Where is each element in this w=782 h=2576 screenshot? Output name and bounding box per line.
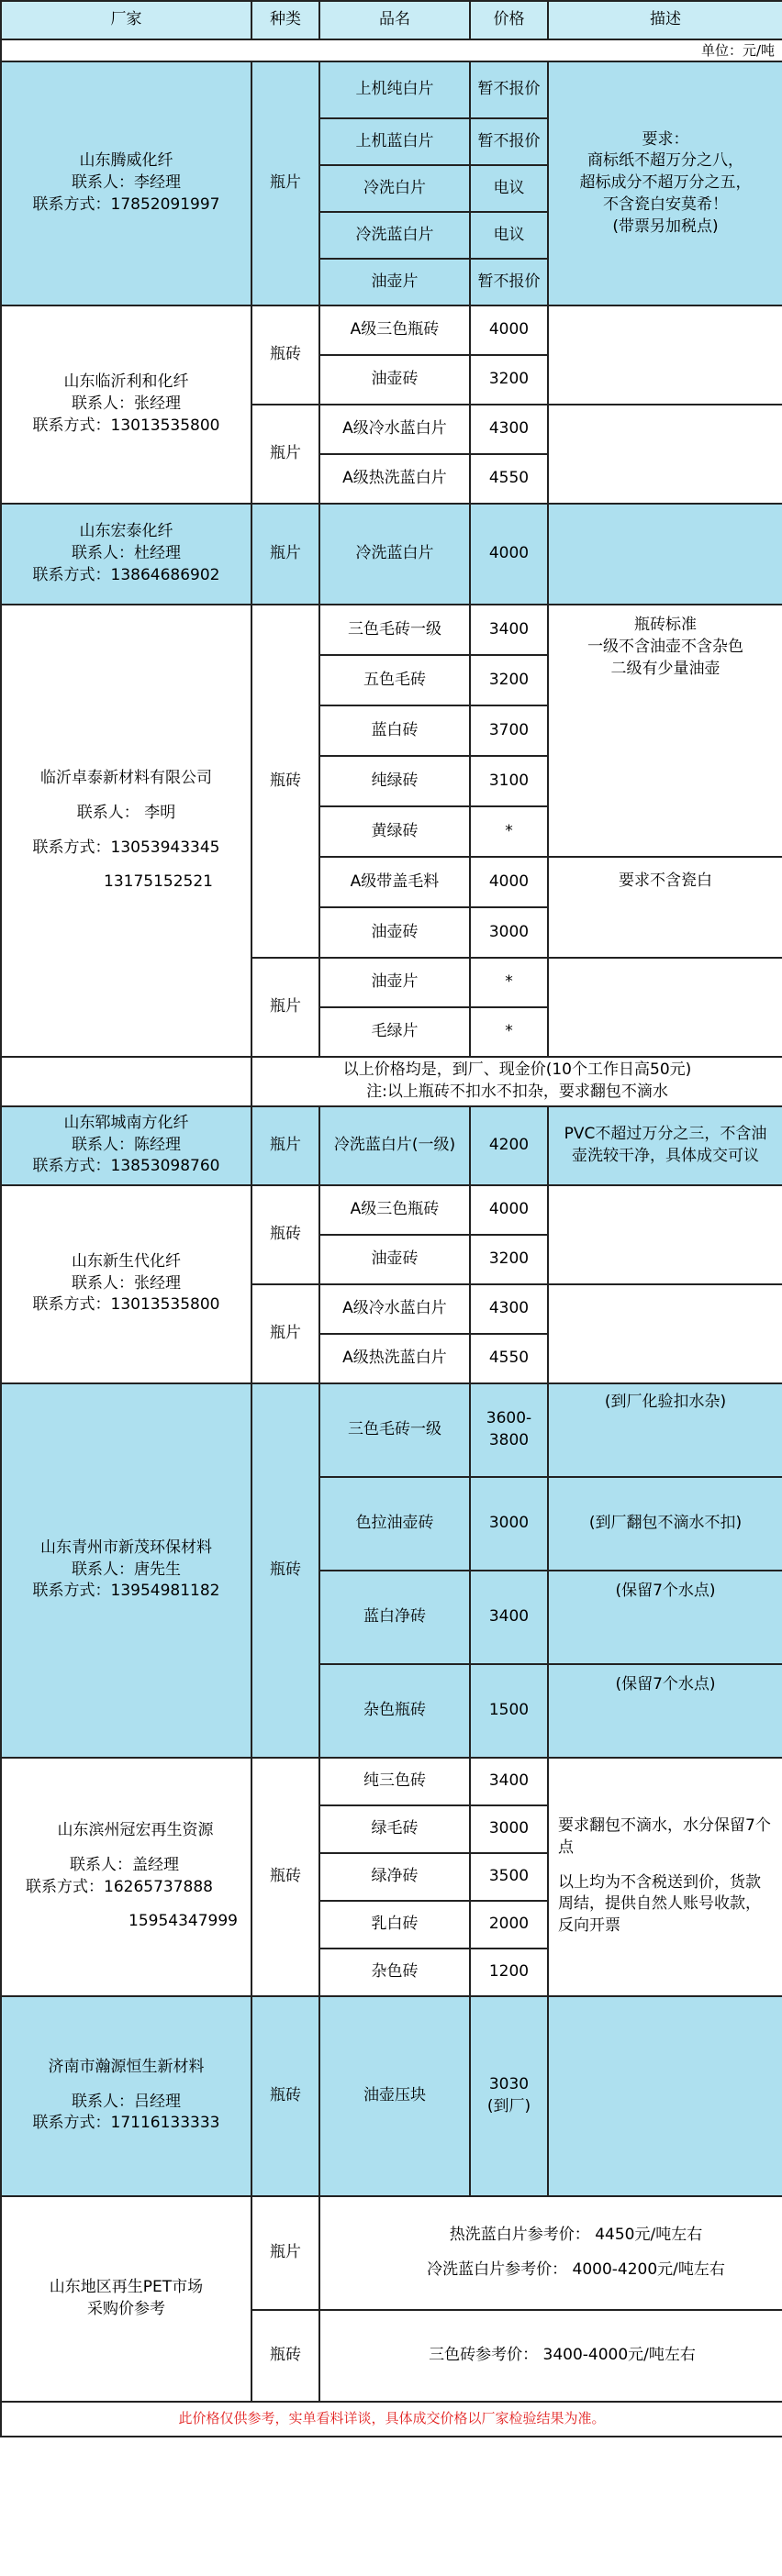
company-phone-2: 15954347999 <box>128 1912 238 1931</box>
price-cell: 4550 <box>470 454 548 504</box>
product-cell: 杂色砖 <box>319 1949 470 1996</box>
desc-line: 二级有少量油壶 <box>610 659 721 678</box>
note-cell <box>251 1057 782 1106</box>
desc-cell <box>548 405 782 504</box>
product-cell: A级冷水蓝白片 <box>319 1284 470 1334</box>
product-cell: A级热洗蓝白片 <box>319 1334 470 1383</box>
price-value: 3030 <box>488 2074 530 2093</box>
product-cell: 上机蓝白片 <box>319 118 470 165</box>
footer-note: 此价格仅供参考，实单看料详谈，具体成交价格以厂家检验结果为准。 <box>1 2402 782 2437</box>
desc-cell <box>548 1758 782 1996</box>
price-cell: * <box>470 806 548 857</box>
product-cell: 黄绿砖 <box>319 806 470 857</box>
company-name: 山东郓城南方化纤 <box>63 1113 189 1132</box>
desc-cell: (保留7个水点) <box>548 1571 782 1664</box>
price-cell: 4000 <box>470 1185 548 1235</box>
product-cell: 纯绿砖 <box>319 756 470 806</box>
company-contact: 联系人：唐先生 <box>72 1560 181 1579</box>
desc-line: (带票另加税点) <box>612 217 719 236</box>
kind-cell: 瓶片 <box>251 504 319 605</box>
desc-line: 要求： <box>642 129 689 149</box>
desc-line: 不含瓷白安莫希！ <box>603 194 728 214</box>
product-cell: 纯三色砖 <box>319 1758 470 1805</box>
table-row <box>1 1996 782 2196</box>
price-cell: 2000 <box>470 1901 548 1949</box>
company-name: 济南市瀚源恒生新材料 <box>48 2057 205 2076</box>
company-phone: 联系方式：13053943345 <box>32 838 220 857</box>
kind-cell: 瓶砖 <box>251 1383 319 1758</box>
company-contact: 联系人：杜经理 <box>72 544 181 563</box>
table-row <box>1 504 782 605</box>
company-name: 山东青州市新茂环保材料 <box>40 1538 212 1557</box>
company-cell-continued <box>1 1057 251 1106</box>
company-name-2: 采购价参考 <box>87 2299 165 2318</box>
price-cell: 3400 <box>470 605 548 655</box>
company-cell <box>1 1185 251 1383</box>
company-cell <box>1 605 251 1057</box>
company-cell <box>1 504 251 605</box>
header-company: 厂家 <box>1 1 251 39</box>
company-cell <box>1 1383 251 1758</box>
price-cell: 3000 <box>470 1477 548 1571</box>
desc-line: 一级不含油壶不含杂色 <box>587 637 743 656</box>
reference-cell <box>319 2196 782 2310</box>
company-contact: 联系人：李经理 <box>72 173 181 193</box>
kind-cell: 瓶砖 <box>251 1996 319 2196</box>
product-cell: 冷洗蓝白片 <box>319 212 470 259</box>
kind-cell: 瓶片 <box>251 958 319 1057</box>
price-cell: 4200 <box>470 1106 548 1185</box>
desc-line: 商标纸不超万分之八， <box>587 151 743 171</box>
desc-line: 壶洗较干净，具体成交可议 <box>572 1146 759 1165</box>
desc-cell: (保留7个水点) <box>548 1664 782 1758</box>
price-cell: 4000 <box>470 305 548 355</box>
desc-cell <box>548 305 782 405</box>
kind-cell: 瓶片 <box>251 1106 319 1185</box>
product-cell: 三色毛砖一级 <box>319 1383 470 1477</box>
table-row <box>1 2196 782 2310</box>
company-phone: 联系方式：13013535800 <box>32 416 220 435</box>
price-cell: 1200 <box>470 1949 548 1996</box>
company-name: 临沂卓泰新材料有限公司 <box>40 768 212 787</box>
price-cell: 4550 <box>470 1334 548 1383</box>
company-cell <box>1 1106 251 1185</box>
kind-cell: 瓶砖 <box>251 1185 319 1284</box>
desc-cell: (到厂翻包不滴水不扣) <box>548 1477 782 1571</box>
product-cell: 油壶片 <box>319 259 470 305</box>
kind-cell: 瓶片 <box>251 1284 319 1383</box>
company-name: 山东腾威化纤 <box>79 151 173 171</box>
desc-line: 要求不含瓷白 <box>619 872 712 890</box>
product-cell: 油壶砖 <box>319 355 470 405</box>
table-row <box>1 605 782 655</box>
product-cell: A级带盖毛料 <box>319 857 470 907</box>
company-cell <box>1 61 251 305</box>
product-cell: 色拉油壶砖 <box>319 1477 470 1571</box>
price-note: (到厂) <box>486 2096 531 2115</box>
company-name: 山东宏泰化纤 <box>79 522 173 541</box>
company-cell <box>1 305 251 504</box>
product-cell: 杂色瓶砖 <box>319 1664 470 1758</box>
header-row <box>1 1 782 39</box>
footer-row <box>1 2402 782 2437</box>
desc-cell <box>548 1996 782 2196</box>
desc-cell <box>548 1284 782 1383</box>
product-cell: 乳白砖 <box>319 1901 470 1949</box>
price-cell: 电议 <box>470 212 548 259</box>
price-cell: 3200 <box>470 655 548 705</box>
desc-cell <box>548 605 782 857</box>
product-cell: 毛绿片 <box>319 1007 470 1057</box>
price-cell: 3600-3800 <box>470 1383 548 1477</box>
company-phone: 联系方式：16265737888 <box>26 1877 213 1896</box>
company-phone: 联系方式：13954981182 <box>32 1582 220 1601</box>
desc-line: PVC不超过万分之三，不含油 <box>564 1124 767 1143</box>
header-kind: 种类 <box>251 1 319 39</box>
kind-cell: 瓶片 <box>251 405 319 504</box>
company-phone: 联系方式：13013535800 <box>32 1295 220 1315</box>
product-cell: 冷洗蓝白片(一级) <box>319 1106 470 1185</box>
company-contact: 联系人：盖经理 <box>70 1855 179 1874</box>
product-cell: 上机纯白片 <box>319 61 470 118</box>
product-cell: 油壶砖 <box>319 907 470 958</box>
price-cell: 4000 <box>470 504 548 605</box>
price-cell: 3200 <box>470 1235 548 1284</box>
company-cell <box>1 2196 251 2402</box>
price-cell: 暂不报价 <box>470 259 548 305</box>
table-row <box>1 1758 782 1805</box>
price-cell: * <box>470 958 548 1007</box>
price-cell: 暂不报价 <box>470 118 548 165</box>
product-cell: 冷洗蓝白片 <box>319 504 470 605</box>
desc-line: 以上均为不含税送到价，货款周结，提供自然人账号收款，反向开票 <box>558 1872 761 1936</box>
kind-cell: 瓶砖 <box>251 2310 319 2402</box>
product-cell: 油壶压块 <box>319 1996 470 2196</box>
desc-cell <box>548 958 782 1057</box>
company-name: 山东新生代化纤 <box>72 1251 181 1271</box>
company-name: 山东滨州冠宏再生资源 <box>57 1821 214 1839</box>
reference-cell: 三色砖参考价： 3400-4000元/吨左右 <box>319 2310 782 2402</box>
price-cell: 3000 <box>470 1805 548 1853</box>
table-row <box>1 1383 782 1477</box>
product-cell: A级冷水蓝白片 <box>319 405 470 454</box>
product-cell: 油壶砖 <box>319 1235 470 1284</box>
company-phone: 联系方式：17852091997 <box>32 194 220 214</box>
note-line: 以上价格均是，到厂、现金价(10个工作日高50元) <box>342 1060 692 1079</box>
kind-cell: 瓶砖 <box>251 605 319 958</box>
header-product: 品名 <box>319 1 470 39</box>
note-row <box>1 1057 782 1106</box>
desc-cell <box>548 1185 782 1284</box>
company-contact: 联系人：张经理 <box>72 1273 181 1293</box>
table-row <box>1 305 782 355</box>
company-phone: 联系方式：13853098760 <box>32 1157 220 1176</box>
company-phone: 联系方式：17116133333 <box>32 2114 220 2133</box>
company-name: 山东地区再生PET市场 <box>49 2277 204 2296</box>
price-cell: 3000 <box>470 907 548 958</box>
product-cell: A级三色瓶砖 <box>319 1185 470 1235</box>
price-cell: 3200 <box>470 355 548 405</box>
price-cell: 电议 <box>470 165 548 212</box>
price-cell: 3400 <box>470 1758 548 1805</box>
price-cell: 4300 <box>470 1284 548 1334</box>
price-cell: 3700 <box>470 705 548 756</box>
reference-line: 热洗蓝白片参考价： 4450元/吨左右 <box>449 2225 703 2244</box>
table-row <box>1 1106 782 1185</box>
product-cell: 绿毛砖 <box>319 1805 470 1853</box>
table-row <box>1 1185 782 1235</box>
desc-line: 超标成分不超万分之五， <box>579 173 752 193</box>
header-price: 价格 <box>470 1 548 39</box>
product-cell: 油壶片 <box>319 958 470 1007</box>
kind-cell: 瓶片 <box>251 61 319 305</box>
product-cell: 冷洗白片 <box>319 165 470 212</box>
desc-line: 瓶砖标准 <box>634 616 697 634</box>
desc-cell <box>548 504 782 605</box>
company-contact: 联系人：张经理 <box>72 394 181 414</box>
desc-cell: (到厂化验扣水杂) <box>548 1383 782 1477</box>
company-cell <box>1 1758 251 1996</box>
desc-line: 要求翻包不滴水，水分保留7个点 <box>558 1816 771 1857</box>
product-cell: 蓝白砖 <box>319 705 470 756</box>
price-cell: 3400 <box>470 1571 548 1664</box>
unit-label: 单位：元/吨 <box>1 39 782 61</box>
company-contact: 联系人：吕经理 <box>72 2092 181 2111</box>
kind-cell: 瓶片 <box>251 2196 319 2310</box>
kind-cell: 瓶砖 <box>251 1758 319 1996</box>
product-cell: 蓝白净砖 <box>319 1571 470 1664</box>
company-contact: 联系人：陈经理 <box>72 1135 181 1154</box>
product-cell: 三色毛砖一级 <box>319 605 470 655</box>
header-desc: 描述 <box>548 1 782 39</box>
kind-cell: 瓶砖 <box>251 305 319 405</box>
price-cell: 1500 <box>470 1664 548 1758</box>
reference-line: 冷洗蓝白片参考价： 4000-4200元/吨左右 <box>427 2260 725 2279</box>
desc-cell <box>548 857 782 958</box>
desc-cell <box>548 61 782 305</box>
price-cell: 暂不报价 <box>470 61 548 118</box>
product-cell: A级热洗蓝白片 <box>319 454 470 504</box>
product-cell: A级三色瓶砖 <box>319 305 470 355</box>
price-cell: 4300 <box>470 405 548 454</box>
note-line: 注:以上瓶砖不扣水不扣杂，要求翻包不滴水 <box>366 1082 668 1101</box>
company-cell <box>1 1996 251 2196</box>
company-contact: 联系人： 李明 <box>76 803 176 822</box>
product-cell: 绿净砖 <box>319 1853 470 1901</box>
desc-cell <box>548 1106 782 1185</box>
price-cell: * <box>470 1007 548 1057</box>
unit-row <box>1 39 782 61</box>
price-cell: 4000 <box>470 857 548 907</box>
product-cell: 五色毛砖 <box>319 655 470 705</box>
price-cell: 3500 <box>470 1853 548 1901</box>
company-phone: 联系方式：13864686902 <box>32 565 220 584</box>
company-name: 山东临沂利和化纤 <box>63 372 189 392</box>
table-row <box>1 61 782 118</box>
company-phone-2: 13175152521 <box>104 872 213 892</box>
price-cell: 3100 <box>470 756 548 806</box>
price-cell <box>470 1996 548 2196</box>
